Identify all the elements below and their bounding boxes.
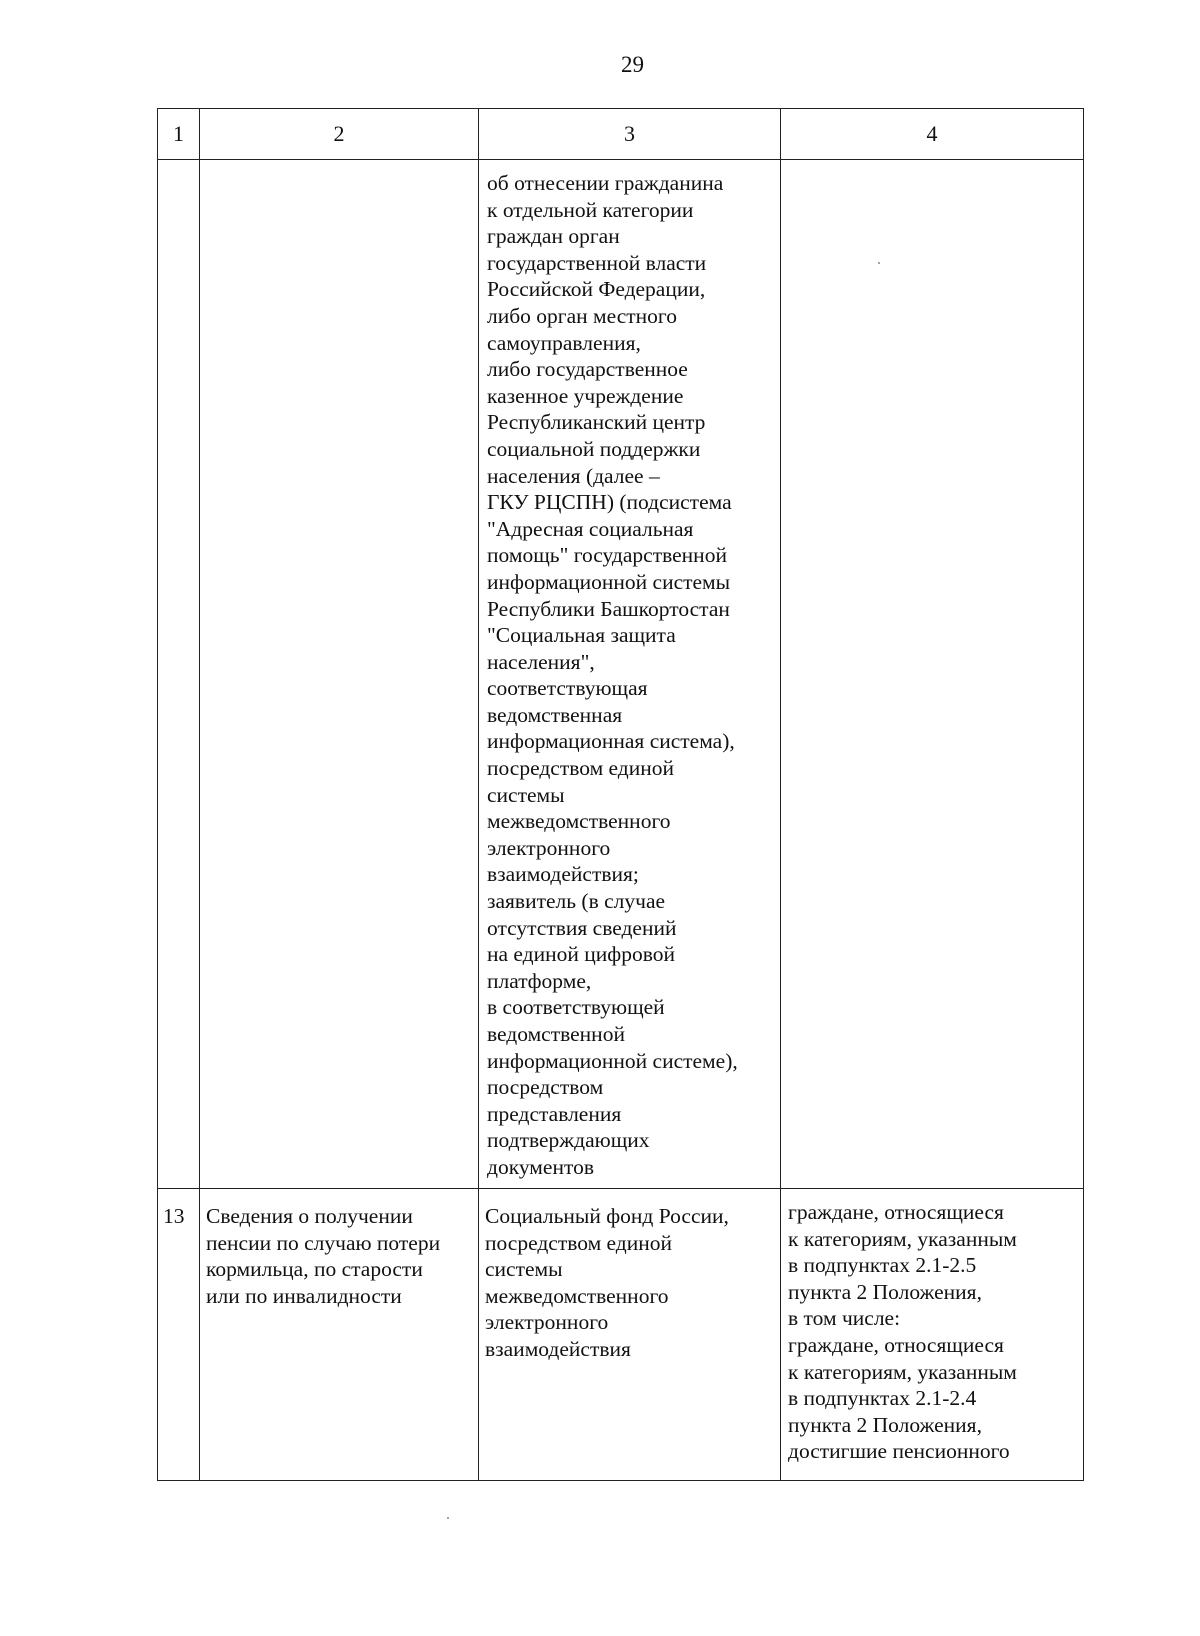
scan-speck [878, 262, 880, 264]
table-header-row [158, 109, 1084, 160]
applicable-categories-cell [781, 1189, 1084, 1481]
source-description-text: об отнесении гражданина к отдельной категории граждан орган государственной власти Российской Федерации, либо орган местного самоуправления, либо государственное казенное учреждение Республиканский центр социальной поддержки населения (далее – ГКУ РЦСПН) (подсистема "Адресная социальная помощь" государственной информационной системы Республики Башкортостан "Социальная защита населения", соответствующая ведомственная информационная система), посредством единой системы межведомственного электронного взаимодействия; заявитель (в случае отсутствия сведений на единой цифровой платформе, в соответствующей ведомственной информационной системе), посредством представления подтверждающих документов [487, 171, 738, 1179]
column-number-2: 2 [200, 109, 479, 160]
table-cell [200, 160, 479, 1189]
table-row-continuation [158, 160, 1084, 1189]
row-number: 13 [163, 1204, 185, 1228]
table-cell [781, 160, 1084, 1189]
table-cell-source [479, 160, 781, 1189]
column-number-3: 3 [479, 109, 781, 160]
applicable-categories-text: граждане, относящиеся к категориям, указанным в подпунктах 2.1-2.5 пункта 2 Положения, в том числе: граждане, относящиеся к категориям, указанным в подпунктах 2.1-2.4 пункта 2 Положения, достигшие пенсионного [788, 1200, 1017, 1464]
row-number-cell [158, 1189, 200, 1481]
information-source-text: Социальный фонд России, посредством единой системы межведомственного электронного взаимодействия [485, 1204, 729, 1361]
page-number: 29 [621, 52, 644, 77]
table-cell [158, 160, 200, 1189]
scan-speck [447, 1517, 449, 1519]
column-number-1: 1 [158, 109, 200, 160]
document-table [157, 108, 1084, 1481]
information-name-cell [200, 1189, 479, 1481]
information-name-text: Сведения о получении пенсии по случаю потери кормильца, по старости или по инвалидности [206, 1204, 441, 1308]
column-number-4: 4 [781, 109, 1084, 160]
information-source-cell [479, 1189, 781, 1481]
table-row-13 [158, 1189, 1084, 1481]
